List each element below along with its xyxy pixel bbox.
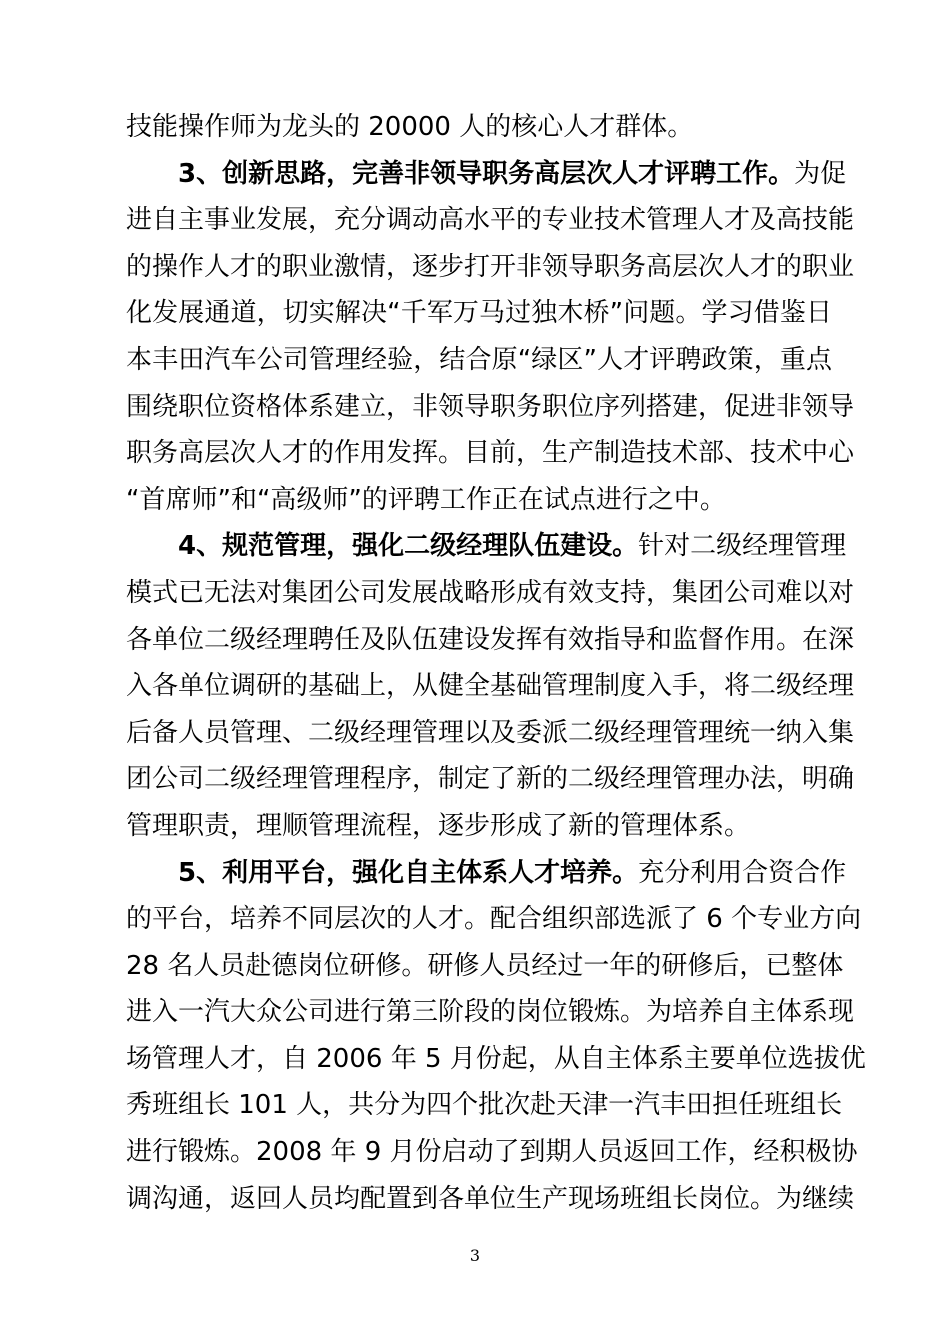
text-line: 化发展通道，切实解决“千军万马过独木桥”问题。学习借鉴日 (126, 298, 832, 329)
text-line: 场管理人才，自 2006 年 5 月份起，从自主体系主要单位选拔优 (126, 1043, 866, 1074)
text-span: 充分利用合资合作 (638, 857, 847, 888)
text-line: 秀班组长 101 人，共分为四个批次赴天津一汽丰田担任班组长 (126, 1090, 843, 1121)
text-line: 进行锻炼。2008 年 9 月份启动了到期人员返回工作，经积极协 (126, 1137, 858, 1168)
text-line: 围绕职位资格体系建立，非领导职务职位序列搭建，促进非领导 (126, 391, 855, 422)
text-line: 职务高层次人才的作用发挥。目前，生产制造技术部、技术中心 (126, 438, 855, 469)
text-line: 后备人员管理、二级经理管理以及委派二级经理管理统一纳入集 (126, 717, 855, 748)
text-line: 各单位二级经理聘任及队伍建设发挥有效指导和监督作用。在深 (126, 624, 855, 655)
text-line: 调沟通，返回人员均配置到各单位生产现场班组长岗位。为继续 (126, 1183, 855, 1214)
text-line: 进自主事业发展，充分调动高水平的专业技术管理人才及高技能 (126, 205, 855, 236)
text-line: 的操作人才的职业激情，逐步打开非领导职务高层次人才的职业 (126, 251, 855, 282)
document-body (126, 104, 866, 1222)
section-5-heading-line (126, 850, 847, 897)
text-line: 管理职责，理顺管理流程，逐步形成了新的管理体系。 (126, 810, 751, 841)
section-4-heading: 4、规范管理，强化二级经理队伍建设。 (178, 531, 639, 562)
text-line: 模式已无法对集团公司发展战略形成有效支持，集团公司难以对 (126, 577, 855, 608)
text-line: 技能操作师为龙头的 20000 人的核心人才群体。 (126, 112, 694, 142)
section-3-heading: 3、创新思路，完善非领导职务高层次人才评聘工作。 (178, 158, 795, 189)
section-3-heading-line (126, 151, 847, 198)
text-span: 针对二级经理管理 (638, 531, 847, 562)
section-5-heading: 5、利用平台，强化自主体系人才培养。 (178, 857, 639, 888)
text-line: 团公司二级经理管理程序，制定了新的二级经理管理办法，明确 (126, 764, 855, 795)
text-line: “首席师”和“高级师”的评聘工作正在试点进行之中。 (126, 484, 726, 515)
text-line: 进入一汽大众公司进行第三阶段的岗位锻炼。为培养自主体系现 (126, 997, 855, 1028)
text-span: 为促 (794, 158, 847, 189)
section-4-heading-line (126, 523, 847, 570)
text-line: 本丰田汽车公司管理经验，结合原“绿区”人才评聘政策，重点 (126, 344, 832, 375)
text-line: 的平台，培养不同层次的人才。配合组织部选派了 6 个专业方向 (126, 904, 862, 935)
page-number: 3 (469, 1246, 481, 1265)
text-line: 入各单位调研的基础上，从健全基础管理制度入手，将二级经理 (126, 671, 855, 702)
text-line: 28 名人员赴德岗位研修。研修人员经过一年的研修后，已整体 (126, 950, 844, 981)
